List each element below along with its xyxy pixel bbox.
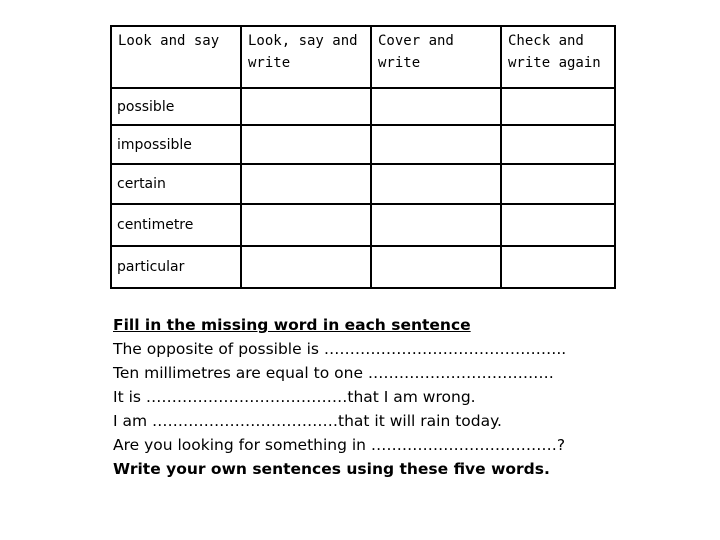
table-row [111,246,615,288]
cover-write-cell[interactable] [371,246,501,288]
sentence-3: It is …………………………………that I am wrong. [113,388,476,406]
word-cell [111,204,241,246]
header-cell-look-and-say [111,26,241,88]
word-label: centimetre [117,217,194,233]
header-label: Check and write again [508,33,601,71]
word-cell [111,246,241,288]
cover-write-cell[interactable] [371,125,501,164]
word-label: possible [117,98,175,115]
spelling-table [110,25,616,289]
table-header-row [111,26,615,88]
word-label: certain [117,176,166,192]
sentence-2: Ten millimetres are equal to one ……………………………… [113,364,554,382]
word-cell [111,164,241,204]
write-cell[interactable] [241,88,371,125]
write-cell[interactable] [241,246,371,288]
sentence-5: Are you looking for something in ………………………………? [113,436,566,454]
word-label: impossible [117,136,192,153]
header-label: Look and say [118,33,220,49]
header-label: Cover and write [378,33,454,71]
sentence-1: The opposite of possible is ……………………………………….. [113,340,567,358]
write-cell[interactable] [241,125,371,164]
header-label: Look, say and write [248,33,358,71]
check-write-cell[interactable] [501,164,615,204]
word-cell [111,88,241,125]
sentence-4: I am ………………………………that it will rain today. [113,412,502,430]
cover-write-cell[interactable] [371,164,501,204]
word-label: particular [117,259,185,275]
check-write-cell[interactable] [501,246,615,288]
cover-write-cell[interactable] [371,88,501,125]
check-write-cell[interactable] [501,204,615,246]
table-row [111,164,615,204]
header-cell-cover-write [371,26,501,88]
header-cell-check-write-again [501,26,615,88]
exercise-title: Fill in the missing word in each sentence [113,316,471,334]
table-row [111,125,615,164]
closing-instruction: Write your own sentences using these five words. [113,460,550,478]
cover-write-cell[interactable] [371,204,501,246]
word-cell [111,125,241,164]
check-write-cell[interactable] [501,125,615,164]
table-row [111,88,615,125]
write-cell[interactable] [241,164,371,204]
exercise-section [113,313,713,481]
check-write-cell[interactable] [501,88,615,125]
header-cell-look-say-write [241,26,371,88]
table-row [111,204,615,246]
write-cell[interactable] [241,204,371,246]
